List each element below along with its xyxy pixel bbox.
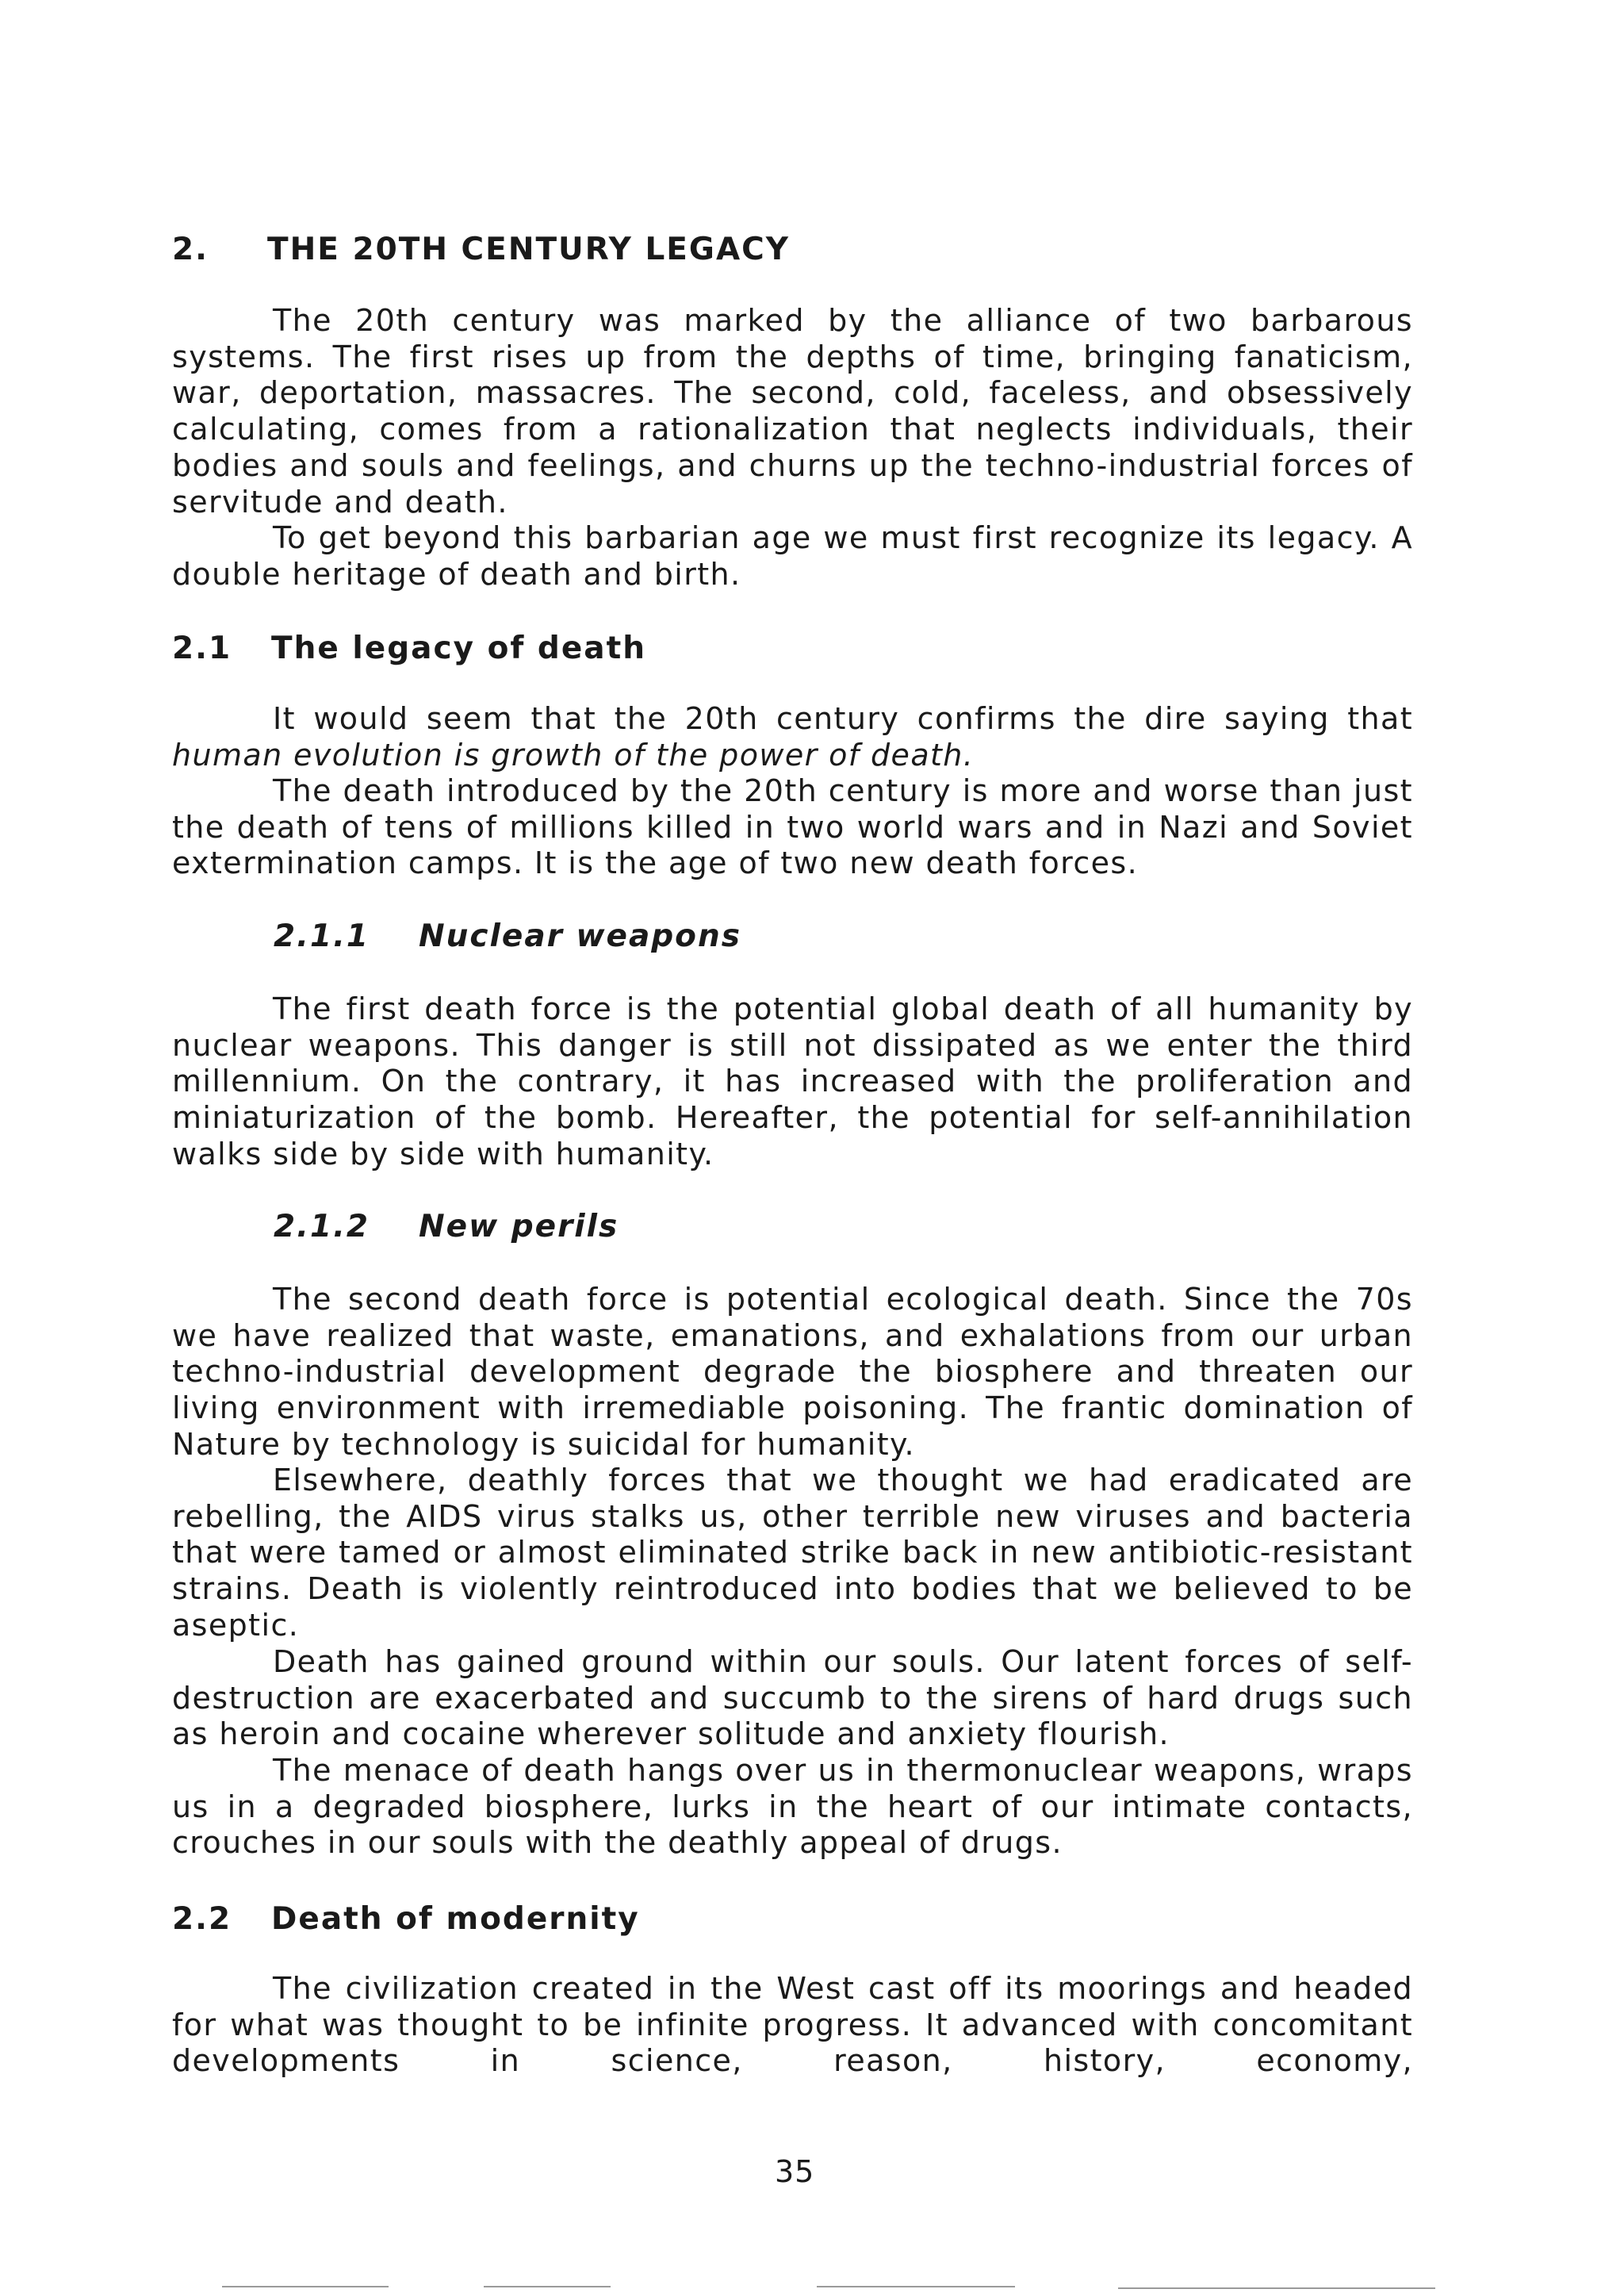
subsubsection-number: 2.1.2 (274, 1209, 370, 1244)
section-heading (172, 232, 790, 267)
paragraph-modernity: The civilization created in the West cast off its moorings and headed for what was thought to be infinite progress. It advanced with concomitant developments in science, reason, history, economy, (172, 1971, 1413, 2079)
paragraph-nuclear: The first death force is the potential global death of all humanity by nuclear weapons. This danger is still not dissipated as we enter the third millennium. On the contrary, it has increased with the proliferation and miniaturization of the bomb. Hereafter, the potential for self-annihilation walks side by side with humanity. (172, 991, 1413, 1171)
subsubsection-number: 2.1.1 (274, 918, 370, 954)
section-number: 2. (172, 232, 209, 267)
subsubsection-heading-2-1-2 (274, 1209, 619, 1244)
subsubsection-heading-2-1-1 (274, 918, 741, 954)
subsection-number: 2.2 (172, 1901, 232, 1937)
italic-quote: human evolution is growth of the power of death. (172, 737, 975, 773)
paragraph-text: It would seem that the 20th century confirms the dire saying that (273, 701, 1413, 736)
subsection-heading-2-2 (172, 1901, 640, 1937)
subsection-title: Death of modernity (271, 1901, 640, 1937)
paragraph-perils-1: The second death force is potential ecological death. Since the 70s we have realized that waste, emanations, and exhalations from our urban techno-industrial development degrade the biosphere and threaten our living environment with irremediable poisoning. The frantic domination of Nature by technology is suicidal for humanity. (172, 1282, 1413, 1462)
scan-artifact-line (1118, 2287, 1435, 2289)
page-number: 35 (775, 2154, 815, 2189)
scan-artifact-line (222, 2286, 389, 2287)
paragraph-legacy-2: The death introduced by the 20th century is more and worse than just the death of tens of millions killed in two world wars and in Nazi and Soviet extermination camps. It is the age of two new death forces. (172, 773, 1413, 881)
subsection-number: 2.1 (172, 631, 232, 666)
scan-artifact-line (484, 2286, 611, 2287)
subsubsection-title: New perils (419, 1209, 619, 1244)
subsection-heading-2-1 (172, 631, 646, 666)
paragraph-perils-2: Elsewhere, deathly forces that we thought we had eradicated are rebelling, the AIDS virus stalks us, other terrible new viruses and bacteria that were tamed or almost eliminated strike back in new antibiotic-resistant strains. Death is violently reintroduced into bodies that we believed to be aseptic. (172, 1463, 1413, 1643)
intro-paragraph-2: To get beyond this barbarian age we must first recognize its legacy. A double heritage of death and birth. (172, 520, 1413, 592)
subsection-title: The legacy of death (271, 631, 646, 666)
paragraph-legacy-1 (172, 701, 1413, 773)
subsubsection-title: Nuclear weapons (419, 918, 741, 954)
section-title: THE 20TH CENTURY LEGACY (267, 232, 790, 267)
intro-paragraph-1: The 20th century was marked by the alliance of two barbarous systems. The first rises up from the depths of time, bringing fanaticism, war, deportation, massacres. The second, cold, faceless, and obsessively calculating, comes from a rationalization that neglects individuals, their bodies and souls and feelings, and churns up the techno-industrial forces of servitude and death. (172, 303, 1413, 520)
scan-artifact-line (817, 2286, 1015, 2287)
paragraph-perils-4: The menace of death hangs over us in thermonuclear weapons, wraps us in a degraded biosphere, lurks in the heart of our intimate contacts, crouches in our souls with the deathly appeal of drugs. (172, 1753, 1413, 1861)
paragraph-perils-3: Death has gained ground within our souls. Our latent forces of self-destruction are exacerbated and succumb to the sirens of hard drugs such as heroin and cocaine wherever solitude and anxiety flourish. (172, 1644, 1413, 1752)
